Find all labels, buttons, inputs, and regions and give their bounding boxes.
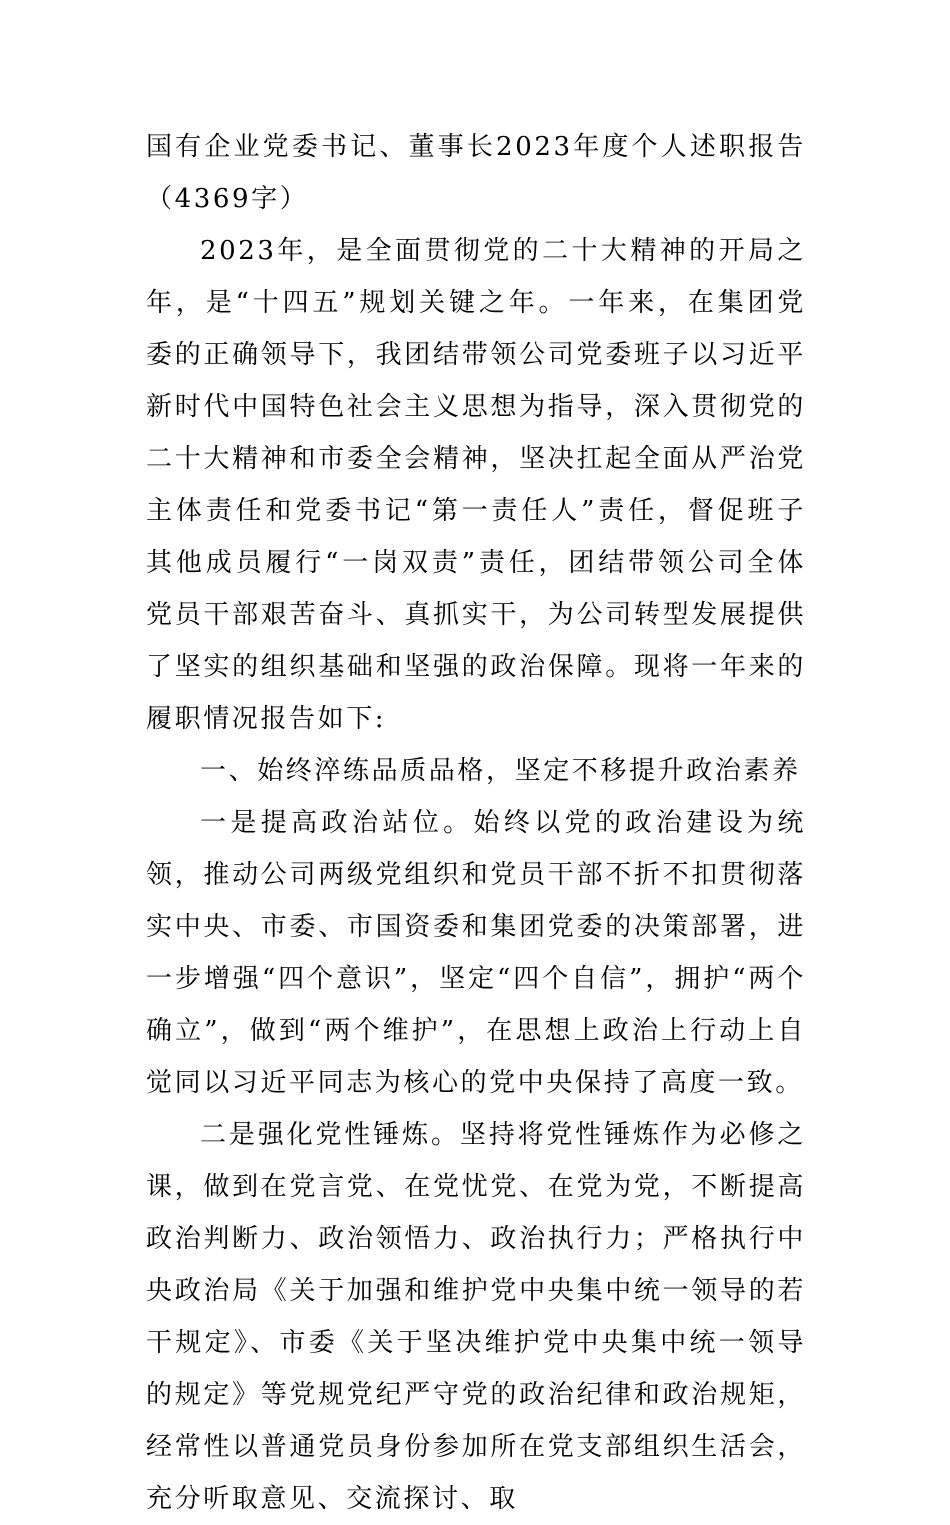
document-title: 国有企业党委书记、董事长2023年度个人述职报告（4369字） xyxy=(146,132,806,214)
paragraph-intro: 2023年，是全面贯彻党的二十大精神的开局之年，是“十四五”规划关键之年。一年来，在集团党委的正确领导下，我团结带领公司党委班子以习近平新时代中国特色社会主义思想为指导，深入贯彻党的二十大精神和市委全会精神，坚决扛起全面从严治党主体责任和党委书记“第一责任人”责任，督促班子其他成员履行“一岗双责”责任，团结带领公司全体党员干部艰苦奋斗、真抓实干，为公司转型发展提供了坚实的组织基础和坚强的政治保障。现将一年来的履职情况报告如下: xyxy=(146,236,806,734)
paragraph-political-stance: 一是提高政治站位。始终以党的政治建设为统领，推动公司两级党组织和党员干部不折不扣贯彻落实中央、市委、市国资委和集团党委的决策部署，进一步增强“四个意识”，坚定“四个自信”，拥护“两个确立”，做到“两个维护”，在思想上政治上行动上自觉同以习近平同志为核心的党中央保持了高度一致。 xyxy=(146,808,806,1098)
paragraph-party-spirit: 二是强化党性锤炼。坚持将党性锤炼作为必修之课，做到在党言党、在党忧党、在党为党，不断提高政治判断力、政治领悟力、政治执行力；严格执行中央政治局《关于加强和维护党中央集中统一领导的若干规定》、市委《关于坚决维护党中央集中统一领导的规定》等党规党纪严守党的政治纪律和政治规矩，经常性以普通党员身份参加所在党支部组织生活会，充分听取意见、交流探讨、取 xyxy=(146,1120,806,1514)
section-heading-1: 一、始终淬练品质品格，坚定不移提升政治素养 xyxy=(200,756,801,786)
document-body xyxy=(146,121,806,1525)
